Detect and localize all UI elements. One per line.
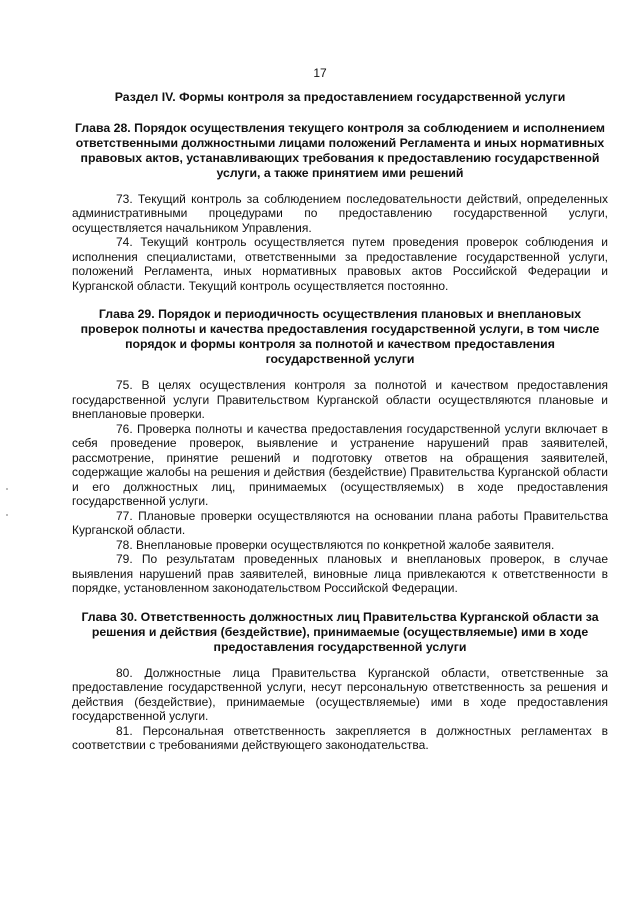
chapter-29 <box>72 307 608 596</box>
paragraph-81: 81. Персональная ответственность закрепляется в должностных регламентах в соответствии с требованиями действующего законодательства. <box>72 723 608 752</box>
paragraph-77: 77. Плановые проверки осуществляются на основании плана работы Правительства Курганской области. <box>72 508 608 537</box>
paragraph-75: 75. В целях осуществления контроля за полнотой и качеством предоставления государственной услуги Правительством Курганской области осуществляются плановые и внеплановые проверки. <box>72 378 608 421</box>
chapter-title: Глава 29. Порядок и периодичность осуществления плановых и внеплановых проверок полноты и качества предоставления государственной услуги, в том числе порядок и формы контроля за полнотой и качеством предоставления государственной услуги <box>80 307 600 366</box>
paragraph-78: 78. Внеплановые проверки осуществляются по конкретной жалобе заявителя. <box>116 537 555 552</box>
scan-speck <box>6 514 8 516</box>
chapter-title: Глава 30. Ответственность должностных лиц Правительства Курганской области за решения и действия (бездействие), принимаемые (осуществляемые) ими в ходе предоставления государственной услуги <box>81 609 599 654</box>
chapter-title: Глава 28. Порядок осуществления текущего контроля за соблюдением и исполнением ответственными должностными лицами положений Регламента и иных нормативных правовых актов, устанавливающих требования к предоставлению государственной услуги, а также принятием ими решений <box>74 120 606 180</box>
paragraph-73: 73. Текущий контроль за соблюдением последовательности действий, определенных административными процедурами по предоставлению государственной услуги, осуществляется начальником Управления. <box>72 191 608 235</box>
chapter-30 <box>72 610 608 753</box>
paragraph-74: 74. Текущий контроль осуществляется путем проведения проверок соблюдения и исполнения специалистами, ответственными за предоставление государственной услуги, положений Регламента, иных нормативных правовых актов Российской Федерации и Курганской области. Текущий контроль осуществляется постоянно. <box>72 235 608 293</box>
page-number: 17 <box>313 66 327 80</box>
chapter-28 <box>72 121 608 294</box>
section-title: Раздел IV. Формы контроля за предоставлением государственной услуги <box>114 90 566 104</box>
paragraph-79: 79. По результатам проведенных плановых и внеплановых проверок, в случае выявления нарушений прав заявителей, виновные лица привлекаются к ответственности в порядке, установленном законодательством Российской Федерации. <box>72 552 608 595</box>
document-body <box>72 90 608 767</box>
scan-speck <box>6 488 8 490</box>
paragraph-76: 76. Проверка полноты и качества предоставления государственной услуги включает в себя проведение проверок, выявление и устранение нарушений прав заявителей, рассмотрение, принятие решений и подготовку ответов на обращения заявителей, содержащие жалобы на решения и действия (бездействие) Правительства Курганской области и его должностных лиц, принимаемых (осуществляемых) в ходе предоставления государственной услуги. <box>72 421 608 508</box>
paragraph-80: 80. Должностные лица Правительства Курганской области, ответственные за предоставление государственной услуги, несут персональную ответственность за решения и действия (бездействие), принимаемые (осуществляемые) ими в ходе предоставления государственной услуги. <box>72 665 608 723</box>
